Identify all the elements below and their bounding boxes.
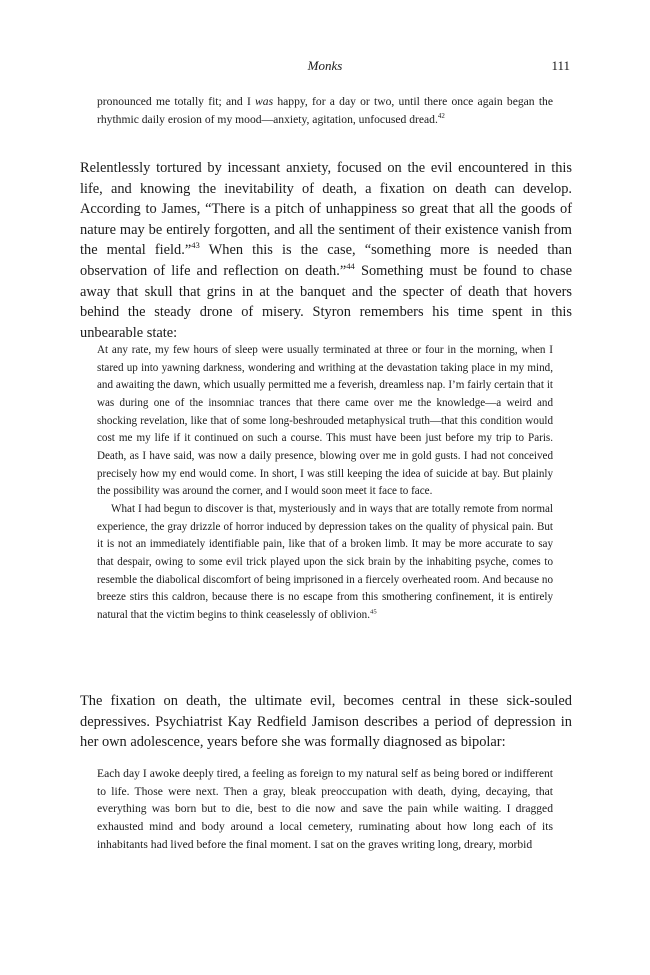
running-head — [80, 58, 570, 78]
text-run: Something must be found to chase away that skull that grins in at the banquet and the specter of death that hovers behind the steady drone of misery. Styron remembers his time spent in this unbearable state: — [80, 262, 572, 341]
body-paragraph: The fixation on death, the ultimate evil, becomes central in these sick-souled depressives. Psychiatrist Kay Redfield Jamison describes a period of depression in her own adolescence, years before she was formally diagnosed as bipolar: — [80, 693, 572, 751]
quote-paragraph: At any rate, my few hours of sleep were usually terminated at three or four in the morning, when I stared up into yawning darkness, wondering and writhing at the devastation taking place in my mind, and awaiting the dawn, which usually permitted me a feverish, dreamless nap. I’m fairly certain that it was during one of the insomniac trances that there came over me the knowledge—a weird and shocking revelation, like that of some long-beshrouded metaphysical truth—that this condition would cost me my life if it continued on such a course. This must have been just before my trip to Paris. Death, as I have said, was now a daily presence, blowing over me in gold gusts. I had not conceived precisely how my end would come. In short, I was still keeping the idea of suicide at bay. But plainly the possibility was around the corner, and I would soon meet it face to face. — [97, 344, 553, 498]
running-title: Monks — [307, 58, 343, 73]
footnote-ref: 42 — [437, 111, 445, 120]
footnote-ref: 45 — [369, 608, 377, 616]
body-paragraph — [80, 158, 572, 343]
block-quote-continued — [97, 93, 553, 128]
footnote-ref: 43 — [191, 240, 200, 251]
quote-paragraph — [97, 93, 553, 128]
block-quote-styron — [97, 342, 553, 625]
text-run: pronounced me totally fit; and I — [97, 95, 256, 108]
text-run: What I had begun to discover is that, mysteriously and in ways that are totally remote from normal experience, the gray drizzle of horror induced by depression takes on the quality of physical pain. But it is not an immediately identifiable pain, like that of a broken limb. It may be more accurate to say that despair, owing to some evil trick played upon the sick brain by the inhabiting psyche, comes to resemble the diabolical discomfort of being imprisoned in a fiercely overheated room. And because no breeze stirs this caldron, because there is no escape from this smothering confinement, it is entirely natural that the victim begins to think ceaselessly of oblivion. — [97, 502, 553, 621]
block-quote-jamison — [97, 765, 553, 854]
text-run: happy, for a day or two, until there once again began the rhythmic daily erosion of my mood—anxiety, agitation, unfocused dread. — [97, 95, 553, 126]
footnote-ref: 44 — [346, 261, 355, 272]
body-paragraph-james — [80, 158, 572, 343]
text-run: When this is the case, “something more is needed than observation of life and reflection on death.” — [80, 242, 572, 279]
quote-paragraph — [97, 501, 553, 625]
quote-paragraph: Each day I awoke deeply tired, a feeling as foreign to my natural self as being bored or indifferent to life. Those were next. Then a gray, bleak preoccupation with death, dying, decaying, that everything was born but to die, best to die now and save the pain while waiting. I dragged exhausted mind and body around a local cemetery, ruminating about how long each of its inhabitants had lived before the final moment. I sat on the graves writing long, dreary, morbid — [97, 767, 553, 851]
page-number: 111 — [551, 58, 570, 73]
emphasis: was — [255, 95, 274, 108]
body-paragraph-jamison — [80, 691, 572, 753]
text-run: Relentlessly tortured by incessant anxiety, focused on the evil encountered in this life, and knowing the inevitability of death, a fixation on death can develop. According to James, “There is a pitch of unhappiness so great that all the goods of nature may be entirely forgotten, and all the sentiment of their existence vanish from the mental field.” — [80, 160, 572, 259]
